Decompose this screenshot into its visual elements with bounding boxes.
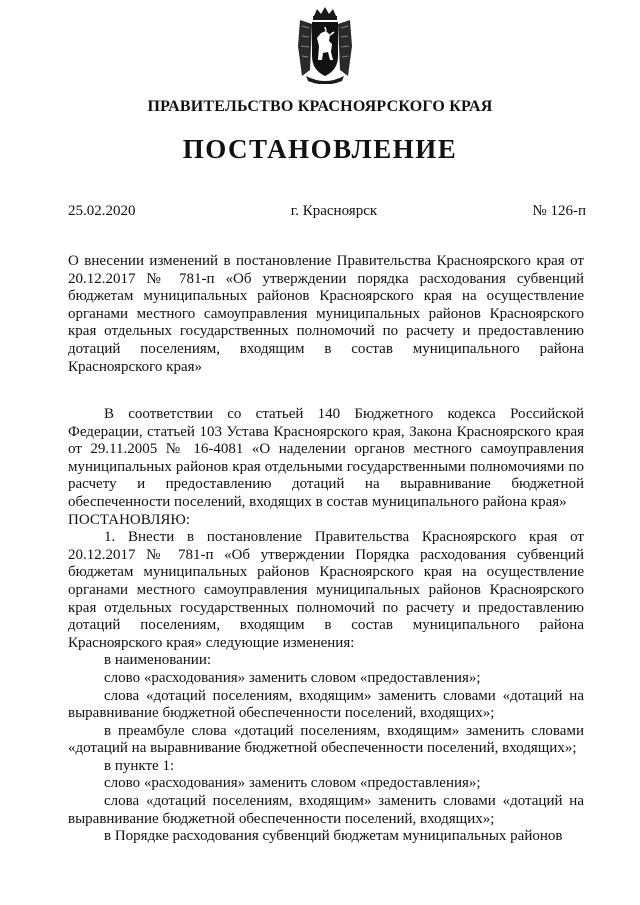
- item-1-paragraph: 1. Внести в постановление Правительства Красноярского края от 20.12.2017 № 781-п «Об утверждении Порядка расходования субвенций бюджетам муниципальных районов Красноярского края на осуществление органами местного самоуправления муниципальных районов Красноярского края отдельных государственных полномочий по расчету и предоставлению дотаций поселениям, входящим в состав муниципального района Красноярского края» следующие изменения:: [68, 529, 584, 651]
- document-subject: О внесении изменений в постановление Правительства Красноярского края от 20.12.2017 № 781-п «Об утверждении порядка расходования субвенций бюджетам муниципальных районов Красноярского края на осуществление органами местного самоуправления муниципальных районов Красноярского края отдельных государственных полномочий по расчету и предоставлению дотаций поселениям, входящим в состав муниципального района Красноярского края»: [68, 253, 584, 375]
- change-item: в пункте 1:: [104, 757, 175, 774]
- document-body: [68, 406, 584, 846]
- change-item: в Порядке расходования субвенций бюджетам муниципальных районов: [104, 828, 563, 845]
- resolve-heading: ПОСТАНОВЛЯЮ:: [68, 511, 190, 528]
- change-item: слова «дотаций поселениям, входящим» заменить словами «дотаций на выравнивание бюджетной обеспеченности поселений, входящих»;: [68, 687, 584, 722]
- change-item: слово «расходования» заменить словом «предоставления»;: [104, 775, 481, 792]
- government-title: ПРАВИТЕЛЬСТВО КРАСНОЯРСКОГО КРАЯ: [147, 98, 493, 115]
- document-city: г. Красноярск: [290, 203, 378, 219]
- change-item: слово «расходования» заменить словом «предоставления»;: [104, 669, 481, 686]
- preamble-paragraph: В соответствии со статьей 140 Бюджетного кодекса Российской Федерации, статьей 103 Устава Красноярского края, Закона Красноярского края от 29.11.2005 № 16-4081 «О наделении органов местного самоуправления муниципальных районов края отдельными государственными полномочиями по расчету и предоставлению дотаций на выравнивание бюджетной обеспеченности поселений, входящих в состав муниципального района края»: [68, 406, 584, 510]
- document-type-title: ПОСТАНОВЛЕНИЕ: [182, 134, 458, 164]
- change-item: в наименовании:: [104, 652, 212, 669]
- change-item: слова «дотаций поселениям, входящим» заменить словами «дотаций на выравнивание бюджетной обеспеченности поселений, входящих»;: [68, 793, 584, 827]
- document-number: № 126-п: [532, 203, 586, 219]
- coat-of-arms-icon: [296, 6, 354, 84]
- document-meta: [68, 203, 586, 220]
- change-item: в преамбуле слова «дотаций поселениям, входящим» заменить словами «дотаций на выравнивание бюджетной обеспеченности поселений, входящих»;: [68, 722, 584, 757]
- document-date: 25.02.2020: [68, 203, 136, 219]
